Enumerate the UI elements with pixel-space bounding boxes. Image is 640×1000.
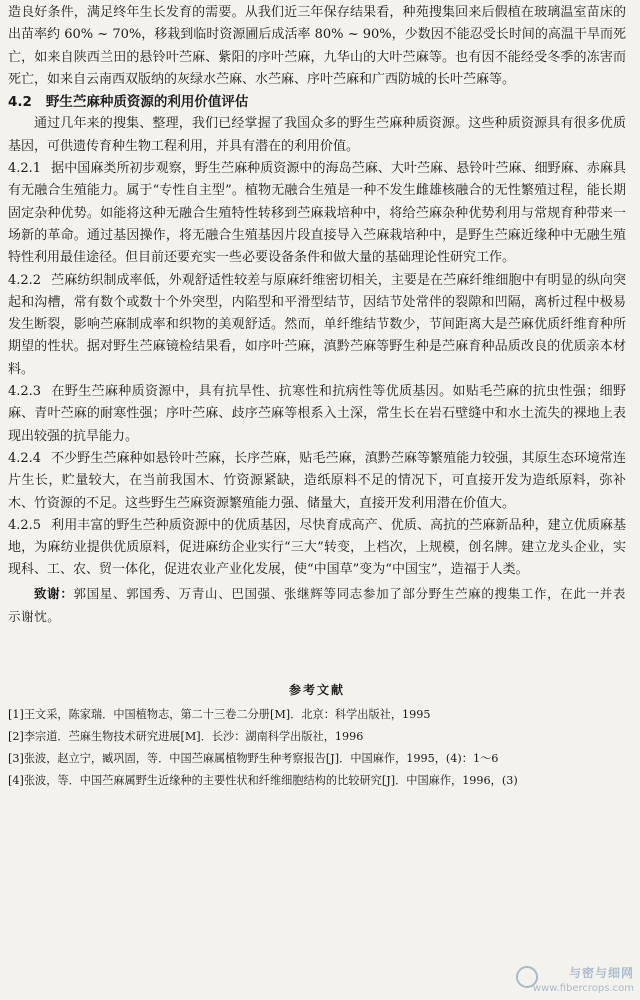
subsection-number: 4.2.1 [8,161,42,177]
section-title: 野生苎麻种质资源的利用价值评估 [45,94,249,111]
site-watermark [516,964,634,994]
subsection-4-2-4 [8,448,626,515]
subsection-4-2-1 [8,158,626,269]
subsection-4-2-3 [8,381,626,448]
subsection-text: 不少野生苎麻种如悬铃叶苎麻，长序苎麻，贴毛苎麻，滇黔苎麻等繁殖能力较强，其原生态环境常连片生长，贮量较大，在当前我国木、竹资源紧缺，造纸原料不足的情况下，可直接开发为造纸原料，弥补木、竹资源的不足。这些野生苎麻资源繁殖能力强、储量大，直接开发利用潜在价值大。 [8,450,626,511]
subsection-number: 4.2.4 [8,450,42,466]
section-heading-4-2 [8,91,626,113]
acknowledgement-label: 致谢： [34,585,74,601]
reference-item: [2]李宗道．苎麻生物技术研究进展[M]．长沙：湖南科学出版社，1996 [8,729,364,743]
watermark-name: 与密与细网 [568,966,634,980]
paragraph-continuation: 造良好条件，满足终年生长发育的需要。从我们近三年保存结果看，种苑搜集回来后假植在玻璃温室苗床的出苗率约 60% ~ 70%，移栽到临时资源圃后成活率 80% ~ 90%，少数因不能忍受长时间的高温干旱而死亡，如来自陕西兰田的悬铃叶苎麻、紫阳的序叶苎麻，九华山的大叶苎麻等。也有因不能经受冬季的冻害而死亡，如来自云南西双版纳的灰绿水苎麻、水苎麻、序叶苎麻和广西防城的长叶苎麻等。 [8,5,626,87]
paragraph-4-2-intro: 通过几年来的搜集、整理，我们已经掌握了我国众多的野生苎麻种质资源。这些种质资源具有很多优质基因，可供遗传育种生物工程利用，并具有潜在的利用价值。 [8,116,626,154]
subsection-number: 4.2.2 [8,272,42,288]
acknowledgement [8,582,626,628]
subsection-text: 据中国麻类所初步观察，野生苎麻种质资源中的海岛苎麻、大叶苎麻、悬铃叶苎麻、细野麻、赤麻具有无融合生殖能力。属于“专性自主型”。植物无融合生殖是一种不发生雌雄核融合的无性繁殖过程，能长期固定杂种优势。如能将这种无融合生殖特性转移到苎麻栽培种中，将给苎麻杂种优势利用与常规育种带来一场新的革命。通过基因操作，将无融合生殖基因片段直接导入苎麻栽培种中，是野生苎麻近缘种中无融生殖特性利用最佳途径。但目前还要充实一些必要设备条件和做大量的基础理论性研究工作。 [8,161,626,266]
reference-item: [4]张波，等．中国苎麻属野生近缘种的主要性状和纤维细胞结构的比较研究[J]．中国麻作，1996，(3) [8,773,518,787]
subsection-number: 4.2.3 [8,384,42,400]
references-list [8,704,626,792]
subsection-text: 利用丰富的野生苎种质资源中的优质基因，尽快育成高产、优质、高抗的苎麻新品种，建立优质麻基地，为麻纺业提供优质原料，促进麻纺企业实行“三大”转变，上档次，上规模，创名牌。建立龙头企业，实现科、工、农、贸一体化，促进农业产业化发展，使“中国草”变为“中国宝”，造福于人类。 [8,517,626,578]
acknowledgement-text: 郭国星、郭国秀、万青山、巴国强、张继辉等同志参加了部分野生苎麻的搜集工作，在此一并表示谢忱。 [8,585,627,624]
section-number: 4.2 [8,94,32,111]
subsection-number: 4.2.5 [8,517,42,533]
subsection-text: 在野生苎麻种质资源中，具有抗旱性、抗寒性和抗病性等优质基因。如贴毛苎麻的抗虫性强；细野麻、青叶苎麻的耐寒性强；序叶苎麻、歧序苎麻等根系入土深，常生长在岩石壁缝中和水土流失的裸地上表现出较强的抗旱能力。 [8,384,626,444]
references-heading: 参考文献 [288,682,345,697]
reference-item: [3]张波，赵立宁，臧巩固，等．中国苎麻属植物野生种考察报告[J]．中国麻作，1995，(4)：1～6 [8,751,499,765]
watermark-url: www.fibercrops.com [532,983,634,994]
subsection-text: 苎麻纺织制成率低，外观舒适性较差与原麻纤维密切相关，主要是在苎麻纤维细胞中有明显的纵向突起和沟槽，常有数个或数十个外突型，内陷型和平滑型结节，因结节处常伴的裂隙和凹隔，离析过程中极易发生断裂，影响苎麻制成率和织物的美观舒适。然而，单纤维结节数少，节间距离大是苎麻优质纤维育种所期望的性状。据对野生苎麻镜检结果看，如序叶苎麻，滇黔苎麻等野生种是苎麻育种品质改良的优质亲本材料。 [8,272,626,377]
reference-item: [1]王文采，陈家瑞．中国植物志，第二十三卷二分册[M]．北京：科学出版社，1995 [8,707,431,721]
subsection-4-2-2 [8,270,626,381]
subsection-4-2-5 [8,515,626,582]
